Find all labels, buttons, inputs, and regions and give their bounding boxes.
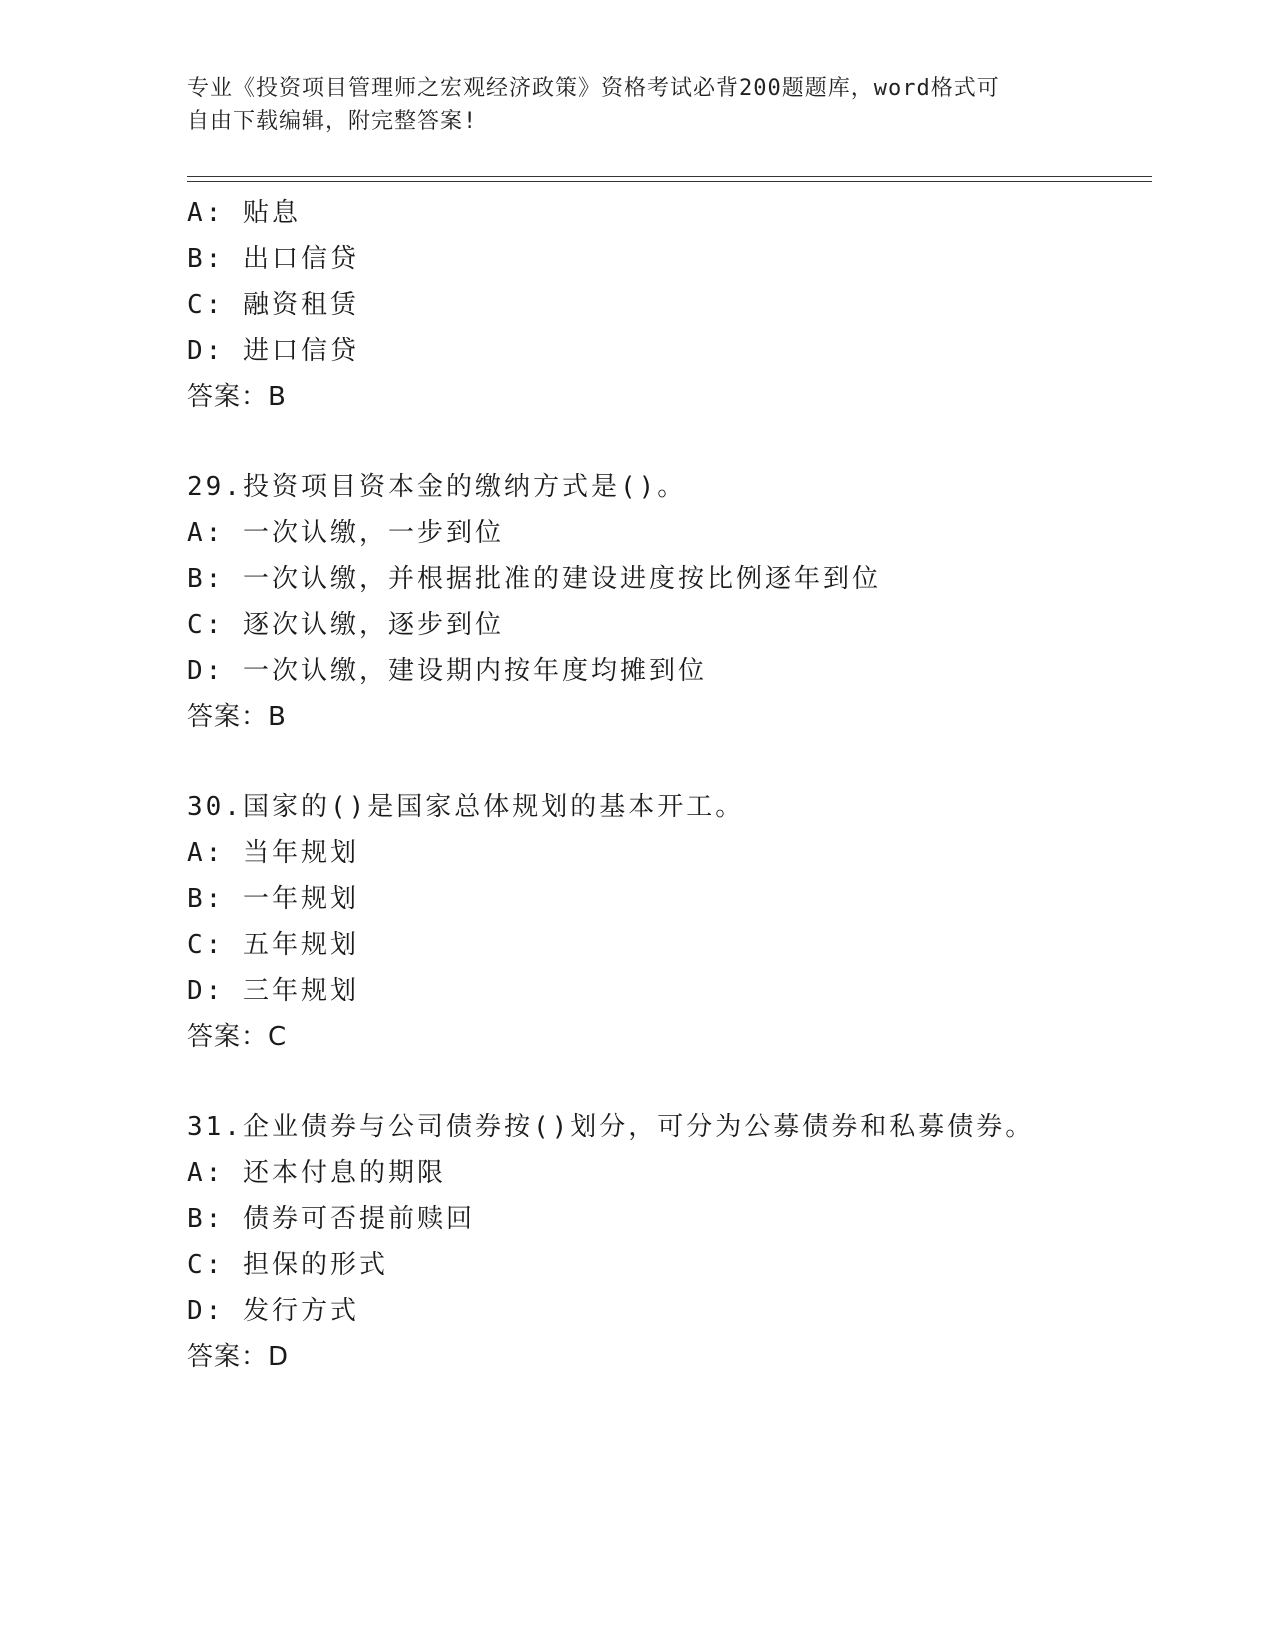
option-a: A: 一次认缴，一步到位 (187, 518, 504, 548)
option-c: C: 逐次认缴，逐步到位 (187, 610, 504, 640)
option-a: A: 还本付息的期限 (187, 1158, 446, 1188)
option-a: A: 当年规划 (187, 838, 359, 868)
header-line-1: 专业《投资项目管理师之宏观经济政策》资格考试必背200题题库，word格式可 (187, 76, 1000, 101)
answer: 答案：C (187, 1022, 288, 1052)
option-d: D: 进口信贷 (187, 336, 359, 366)
option-c: C: 担保的形式 (187, 1250, 388, 1280)
answer: 答案：B (187, 702, 287, 732)
answer: 答案：D (187, 1342, 290, 1372)
option-b: B: 出口信贷 (187, 244, 359, 274)
question-28 (187, 190, 1147, 420)
option-b: B: 一次认缴，并根据批准的建设进度按比例逐年到位 (187, 564, 881, 594)
question-text: 30.国家的()是国家总体规划的基本开工。 (187, 792, 745, 822)
question-text: 29.投资项目资本金的缴纳方式是()。 (187, 472, 687, 502)
document-header (187, 72, 1087, 138)
option-b: B: 一年规划 (187, 884, 359, 914)
question-29 (187, 464, 1147, 740)
answer: 答案：B (187, 382, 287, 412)
option-c: C: 融资租赁 (187, 290, 359, 320)
option-d: D: 三年规划 (187, 976, 359, 1006)
question-30 (187, 784, 1147, 1060)
option-c: C: 五年规划 (187, 930, 359, 960)
question-31 (187, 1104, 1147, 1380)
question-text: 31.企业债券与公司债券按()划分，可分为公募债券和私募债券。 (187, 1112, 1035, 1142)
option-a: A: 贴息 (187, 198, 301, 228)
question-list (187, 190, 1147, 1380)
option-d: D: 一次认缴，建设期内按年度均摊到位 (187, 656, 707, 686)
header-line-2: 自由下载编辑，附完整答案! (187, 109, 478, 134)
option-d: D: 发行方式 (187, 1296, 359, 1326)
header-divider (187, 176, 1152, 182)
option-b: B: 债券可否提前赎回 (187, 1204, 475, 1234)
